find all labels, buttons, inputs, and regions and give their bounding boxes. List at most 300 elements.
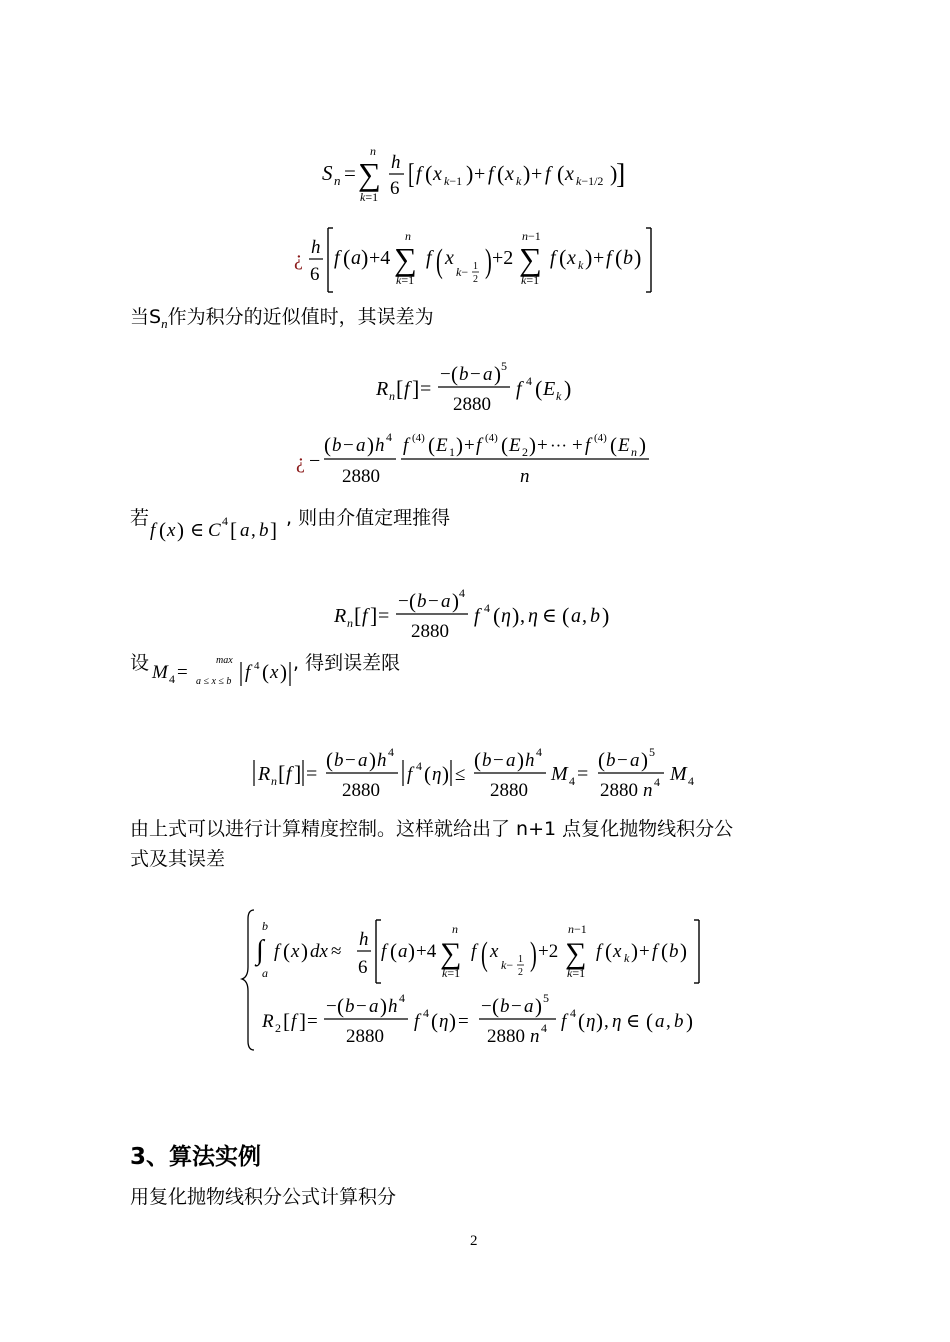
svg-text:−: − <box>343 435 354 456</box>
svg-text:6: 6 <box>310 264 320 285</box>
svg-text:−: − <box>309 450 321 472</box>
svg-text:b: b <box>417 591 427 612</box>
svg-text:f: f <box>407 764 413 785</box>
svg-text:,: , <box>666 1011 671 1032</box>
svg-text:n−1: n−1 <box>568 922 587 936</box>
svg-text:+: + <box>593 247 605 269</box>
svg-text:(: ( <box>615 245 623 270</box>
svg-text:n−1: n−1 <box>522 229 541 243</box>
svg-text:(: ( <box>605 939 612 963</box>
svg-text:,: , <box>582 605 587 627</box>
svg-text:(: ( <box>451 362 458 386</box>
svg-text:n: n <box>271 774 277 788</box>
svg-text:): ) <box>452 589 459 613</box>
svg-text:+2: +2 <box>538 941 559 962</box>
svg-text:k=1: k=1 <box>396 273 415 287</box>
svg-text:h: h <box>359 929 369 950</box>
svg-text:h: h <box>377 750 387 771</box>
svg-text:(: ( <box>501 433 508 457</box>
svg-text:f: f <box>516 378 522 400</box>
svg-text:): ) <box>602 603 610 628</box>
svg-text:): ) <box>641 748 648 772</box>
svg-text:): ) <box>456 433 463 457</box>
svg-text:E: E <box>436 435 448 456</box>
svg-text:5: 5 <box>543 991 549 1005</box>
svg-text:1: 1 <box>449 445 455 459</box>
paragraph-text: , 得到误差限 <box>293 652 401 674</box>
formula-error-mean-value <box>328 582 628 647</box>
svg-text:−: − <box>493 750 504 771</box>
svg-text:h: h <box>375 435 385 456</box>
formula-error-average <box>292 425 662 495</box>
svg-text:a: a <box>358 750 368 771</box>
formula-error-bound <box>246 740 716 805</box>
svg-text:b: b <box>259 520 269 541</box>
svg-text:h: h <box>391 152 401 173</box>
svg-text:k: k <box>516 174 522 188</box>
svg-text:4: 4 <box>536 745 542 759</box>
svg-text:f: f <box>274 941 280 962</box>
svg-text:a: a <box>351 247 361 269</box>
svg-text:): ) <box>512 603 520 628</box>
svg-text:=: = <box>306 763 318 785</box>
svg-text:n: n <box>452 922 458 936</box>
svg-text:(: ( <box>661 939 668 963</box>
svg-text:−: − <box>470 364 481 385</box>
formula-simpson-expanded <box>290 220 670 300</box>
svg-text:a: a <box>483 364 493 385</box>
svg-text:a: a <box>369 996 379 1017</box>
svg-text:5: 5 <box>649 745 655 759</box>
svg-text:): ) <box>564 376 572 401</box>
svg-text:[: [ <box>283 1009 290 1033</box>
svg-text:[: [ <box>230 518 237 542</box>
paragraph-summary <box>130 814 733 874</box>
svg-text:): ) <box>639 433 646 457</box>
svg-text:k: k <box>578 258 584 272</box>
svg-text:n: n <box>530 1026 540 1047</box>
svg-text:b: b <box>262 919 268 933</box>
svg-text:(: ( <box>409 589 416 613</box>
svg-text:(: ( <box>283 939 290 963</box>
svg-text:x: x <box>433 163 442 185</box>
svg-text:): ) <box>610 161 618 186</box>
svg-text:): ) <box>361 245 369 270</box>
formula-error-rn <box>370 355 590 420</box>
svg-text:b: b <box>623 247 633 269</box>
svg-text:+: + <box>572 435 583 456</box>
svg-text:(: ( <box>425 161 433 186</box>
svg-text:h: h <box>388 996 398 1017</box>
svg-text:C: C <box>208 520 221 541</box>
svg-text:): ) <box>408 939 415 963</box>
svg-text:): ) <box>177 518 184 542</box>
svg-text:n: n <box>643 780 653 801</box>
svg-text:−: − <box>617 750 628 771</box>
svg-text:4: 4 <box>654 775 660 789</box>
svg-text:η: η <box>528 605 538 627</box>
svg-text:): ) <box>442 762 449 786</box>
svg-text:4: 4 <box>459 586 465 600</box>
svg-text:(: ( <box>428 433 435 457</box>
svg-text:]: ] <box>412 376 420 401</box>
svg-text:b: b <box>500 996 510 1017</box>
page-number: 2 <box>470 1233 478 1249</box>
svg-text:[: [ <box>408 158 415 190</box>
svg-text:2880: 2880 <box>490 780 528 801</box>
svg-text:−: − <box>440 364 451 385</box>
svg-text:(: ( <box>431 1009 438 1033</box>
svg-text:(: ( <box>424 762 431 786</box>
svg-text:f: f <box>471 941 477 962</box>
svg-text:=: = <box>458 1011 469 1032</box>
svg-text:b: b <box>590 605 600 627</box>
svg-text:f: f <box>550 247 556 269</box>
svg-text:∈: ∈ <box>190 520 205 541</box>
svg-text:−: − <box>481 996 492 1017</box>
svg-text:−: − <box>356 996 367 1017</box>
svg-text:2880: 2880 <box>453 394 491 415</box>
svg-text:2880: 2880 <box>342 780 380 801</box>
svg-text:4: 4 <box>254 660 260 672</box>
svg-text:n: n <box>631 445 637 459</box>
svg-text:+4: +4 <box>369 247 391 269</box>
svg-text:k=1: k=1 <box>442 966 461 980</box>
svg-text:f: f <box>414 1011 420 1032</box>
svg-text:(4): (4) <box>485 432 498 444</box>
svg-text:1: 1 <box>518 954 523 965</box>
svg-text:): ) <box>530 935 537 974</box>
svg-text:n: n <box>334 173 341 188</box>
svg-text:2: 2 <box>275 1021 281 1035</box>
svg-text:2: 2 <box>518 967 523 978</box>
svg-text:6: 6 <box>358 957 368 978</box>
svg-text:,: , <box>604 1011 609 1032</box>
svg-text:f: f <box>652 941 658 962</box>
svg-text:(4): (4) <box>412 432 425 444</box>
formula-continuity-condition <box>148 506 293 546</box>
svg-text:a: a <box>506 750 516 771</box>
svg-text:k: k <box>624 951 630 965</box>
svg-text:∈: ∈ <box>542 605 557 627</box>
svg-text:2880: 2880 <box>411 621 449 642</box>
svg-text:f: f <box>476 435 482 456</box>
svg-text:x: x <box>167 520 176 541</box>
svg-text:f: f <box>545 163 551 185</box>
svg-text:η: η <box>586 1011 596 1032</box>
svg-text:(: ( <box>326 748 333 772</box>
svg-text:]: ] <box>294 761 302 786</box>
paragraph-text: 设 <box>130 652 150 674</box>
svg-text:−: − <box>428 591 439 612</box>
paragraph-line: 式及其误差 <box>130 848 226 870</box>
svg-text:f: f <box>362 605 368 627</box>
svg-text:(4): (4) <box>594 432 607 444</box>
svg-text:f: f <box>381 941 387 962</box>
svg-text:a: a <box>398 941 408 962</box>
svg-text:∈: ∈ <box>626 1011 641 1032</box>
svg-text:]: ] <box>299 1009 306 1033</box>
svg-text:a: a <box>571 605 581 627</box>
svg-text:b: b <box>332 435 342 456</box>
svg-text:R: R <box>334 605 347 627</box>
formula-simpson-sum <box>300 140 660 210</box>
paragraph-text: , 则由介值定理推得 <box>286 507 451 529</box>
svg-text:(: ( <box>436 242 443 281</box>
svg-text:≤: ≤ <box>455 764 466 785</box>
svg-text:(: ( <box>390 939 397 963</box>
svg-text:x: x <box>565 163 574 185</box>
svg-text:(: ( <box>262 660 269 684</box>
svg-text:): ) <box>596 1009 603 1033</box>
svg-text:f: f <box>426 247 432 269</box>
svg-text:): ) <box>301 939 308 963</box>
svg-text:a: a <box>655 1011 665 1032</box>
svg-text:f: f <box>245 662 251 683</box>
svg-text:=: = <box>177 662 188 683</box>
svg-text:(: ( <box>492 994 499 1018</box>
svg-text:+: + <box>464 435 475 456</box>
svg-text:f: f <box>416 163 422 185</box>
svg-text:+: + <box>537 435 548 456</box>
svg-text:η: η <box>612 1011 622 1032</box>
svg-text:4: 4 <box>484 601 490 615</box>
svg-text:a: a <box>630 750 640 771</box>
svg-text:): ) <box>485 242 492 281</box>
section-heading: 3、算法实例 <box>130 1144 262 1170</box>
svg-text:b: b <box>334 750 344 771</box>
svg-text:x: x <box>505 163 514 185</box>
svg-text:): ) <box>369 748 376 772</box>
svg-text:f: f <box>561 1011 567 1032</box>
svg-text:4: 4 <box>399 991 405 1005</box>
paragraph-condition-rest <box>286 503 450 533</box>
svg-text:]: ] <box>370 603 378 628</box>
svg-text:4: 4 <box>416 759 422 773</box>
svg-text:∫: ∫ <box>256 935 264 966</box>
svg-text:max: max <box>216 655 233 666</box>
left-brace <box>242 910 254 1050</box>
svg-text:f: f <box>606 247 612 269</box>
svg-text:f: f <box>150 520 156 541</box>
svg-text:2: 2 <box>522 445 528 459</box>
svg-text:+2: +2 <box>492 247 514 269</box>
svg-text:dx: dx <box>310 941 328 962</box>
svg-text:∑: ∑ <box>394 241 417 277</box>
svg-text:[: [ <box>396 376 404 401</box>
svg-text:a: a <box>524 996 534 1017</box>
svg-text:b: b <box>459 364 469 385</box>
svg-text:(: ( <box>474 748 481 772</box>
svg-text:f: f <box>291 1011 297 1032</box>
svg-text:b: b <box>482 750 492 771</box>
svg-text:≈: ≈ <box>331 941 342 962</box>
svg-text:(: ( <box>557 161 565 186</box>
svg-text:4: 4 <box>169 672 175 686</box>
svg-text:x: x <box>291 941 300 962</box>
svg-text:): ) <box>449 1009 456 1033</box>
svg-text:4: 4 <box>386 430 392 444</box>
svg-text:f: f <box>596 941 602 962</box>
svg-text:): ) <box>466 161 474 186</box>
svg-text:S: S <box>322 161 333 185</box>
svg-text:a: a <box>441 591 451 612</box>
svg-text:¿: ¿ <box>296 451 305 473</box>
svg-text:): ) <box>680 939 687 963</box>
paragraph-line: 由上式可以进行计算精度控制。这样就给出了 n+1 点复化抛物线积分公 <box>130 818 734 840</box>
svg-text:): ) <box>494 362 501 386</box>
svg-text:x: x <box>567 247 576 269</box>
svg-text:): ) <box>517 748 524 772</box>
svg-text:5: 5 <box>501 359 507 373</box>
svg-text:(: ( <box>324 433 331 457</box>
svg-text:n: n <box>370 144 376 158</box>
svg-text:(: ( <box>337 994 344 1018</box>
svg-text:): ) <box>367 433 374 457</box>
svg-text:x: x <box>613 941 622 962</box>
svg-text:R: R <box>262 1011 274 1032</box>
svg-text:n: n <box>389 389 395 403</box>
svg-text:b: b <box>674 1011 684 1032</box>
svg-text:R: R <box>258 763 271 785</box>
svg-text:2880: 2880 <box>600 780 638 801</box>
svg-text:+4: +4 <box>416 941 437 962</box>
svg-text:(: ( <box>562 603 570 628</box>
svg-text:n: n <box>405 229 411 243</box>
svg-text:a: a <box>356 435 366 456</box>
svg-text:2880: 2880 <box>487 1026 525 1047</box>
formula-m4-definition <box>150 648 300 690</box>
svg-text:b: b <box>669 941 679 962</box>
svg-text:(: ( <box>493 603 501 628</box>
svg-text:a ≤ x ≤ b: a ≤ x ≤ b <box>196 676 232 687</box>
svg-text:k=1: k=1 <box>521 273 540 287</box>
subscript-n: n <box>161 315 168 331</box>
svg-text:k−: k− <box>501 958 514 972</box>
svg-text:−: − <box>345 750 356 771</box>
svg-text:E: E <box>509 435 521 456</box>
svg-text:): ) <box>631 939 638 963</box>
svg-text:): ) <box>280 660 287 684</box>
svg-text:(: ( <box>481 935 488 974</box>
svg-text:∑: ∑ <box>565 937 587 970</box>
svg-text:=: = <box>344 161 356 185</box>
svg-text:E: E <box>618 435 630 456</box>
paragraph-define-m4-rest <box>293 648 400 678</box>
svg-text:k−1: k−1 <box>444 174 463 188</box>
svg-text:η: η <box>501 605 511 627</box>
svg-text:h: h <box>311 237 321 258</box>
paragraph-text: 若 <box>130 507 150 529</box>
svg-text:n: n <box>520 466 530 487</box>
svg-text:−: − <box>511 996 522 1017</box>
svg-text:4: 4 <box>570 1006 576 1020</box>
svg-text:(: ( <box>535 376 543 401</box>
svg-text:[: [ <box>278 761 286 786</box>
svg-text:b: b <box>345 996 355 1017</box>
svg-text:···: ··· <box>550 436 567 455</box>
svg-text:−: − <box>398 591 409 612</box>
svg-text:4: 4 <box>222 514 228 528</box>
svg-text:b: b <box>606 750 616 771</box>
svg-text:,: , <box>520 605 525 627</box>
svg-text:4: 4 <box>388 745 394 759</box>
svg-text:2880: 2880 <box>342 466 380 487</box>
svg-text:f: f <box>334 247 340 269</box>
svg-text:,: , <box>251 520 256 541</box>
svg-text:4: 4 <box>423 1006 429 1020</box>
svg-text:k−1/2: k−1/2 <box>576 174 604 188</box>
svg-text:a: a <box>262 966 268 980</box>
svg-text:=: = <box>577 763 589 785</box>
svg-text:1: 1 <box>473 261 478 272</box>
svg-text:(: ( <box>559 245 567 270</box>
svg-text:(: ( <box>343 245 351 270</box>
svg-text:4: 4 <box>569 774 575 788</box>
svg-text:a: a <box>240 520 250 541</box>
paragraph-condition <box>130 503 149 533</box>
svg-text:f: f <box>404 378 410 400</box>
svg-text:f: f <box>585 435 591 456</box>
svg-text:∑: ∑ <box>519 241 542 277</box>
svg-text:=: = <box>378 605 390 627</box>
svg-text:): ) <box>535 994 542 1018</box>
svg-text:(: ( <box>159 518 166 542</box>
section-text: 用复化抛物线积分公式计算积分 <box>130 1186 397 1208</box>
svg-text:): ) <box>634 245 642 270</box>
svg-text:∑: ∑ <box>358 156 381 192</box>
svg-text:k: k <box>556 389 562 403</box>
svg-text:2: 2 <box>473 274 478 285</box>
svg-text:4: 4 <box>688 774 694 788</box>
svg-text:(: ( <box>497 161 505 186</box>
svg-text:): ) <box>380 994 387 1018</box>
svg-text:(: ( <box>598 748 605 772</box>
svg-text:6: 6 <box>390 178 400 199</box>
svg-text:k=1: k=1 <box>567 966 586 980</box>
svg-text:M: M <box>551 763 568 785</box>
svg-text:4: 4 <box>526 374 532 388</box>
svg-text:+: + <box>639 941 650 962</box>
svg-text:h: h <box>525 750 535 771</box>
svg-text:): ) <box>529 433 536 457</box>
svg-text:(: ( <box>578 1009 585 1033</box>
svg-text:E: E <box>543 378 556 400</box>
svg-text:f: f <box>403 435 409 456</box>
svg-text:): ) <box>585 245 593 270</box>
svg-text:2880: 2880 <box>346 1026 384 1047</box>
svg-text:[: [ <box>354 603 362 628</box>
paragraph-error-intro <box>130 302 434 339</box>
svg-text:+: + <box>531 163 543 185</box>
svg-text:]: ] <box>616 159 626 190</box>
svg-text:f: f <box>488 163 494 185</box>
svg-text:η: η <box>432 764 442 785</box>
svg-text:k=1: k=1 <box>360 190 379 204</box>
svg-text:¿: ¿ <box>294 248 303 270</box>
svg-text:=: = <box>307 1011 318 1032</box>
svg-text:−: − <box>326 996 337 1017</box>
paragraph-define-m4 <box>130 648 149 678</box>
svg-text:): ) <box>686 1009 693 1033</box>
svg-text:f: f <box>474 605 480 627</box>
svg-text:x: x <box>490 941 499 962</box>
svg-text:x: x <box>445 247 454 269</box>
svg-text:=: = <box>420 378 432 400</box>
svg-text:n: n <box>347 616 353 630</box>
svg-text:): ) <box>523 161 531 186</box>
svg-text:M: M <box>670 763 687 785</box>
